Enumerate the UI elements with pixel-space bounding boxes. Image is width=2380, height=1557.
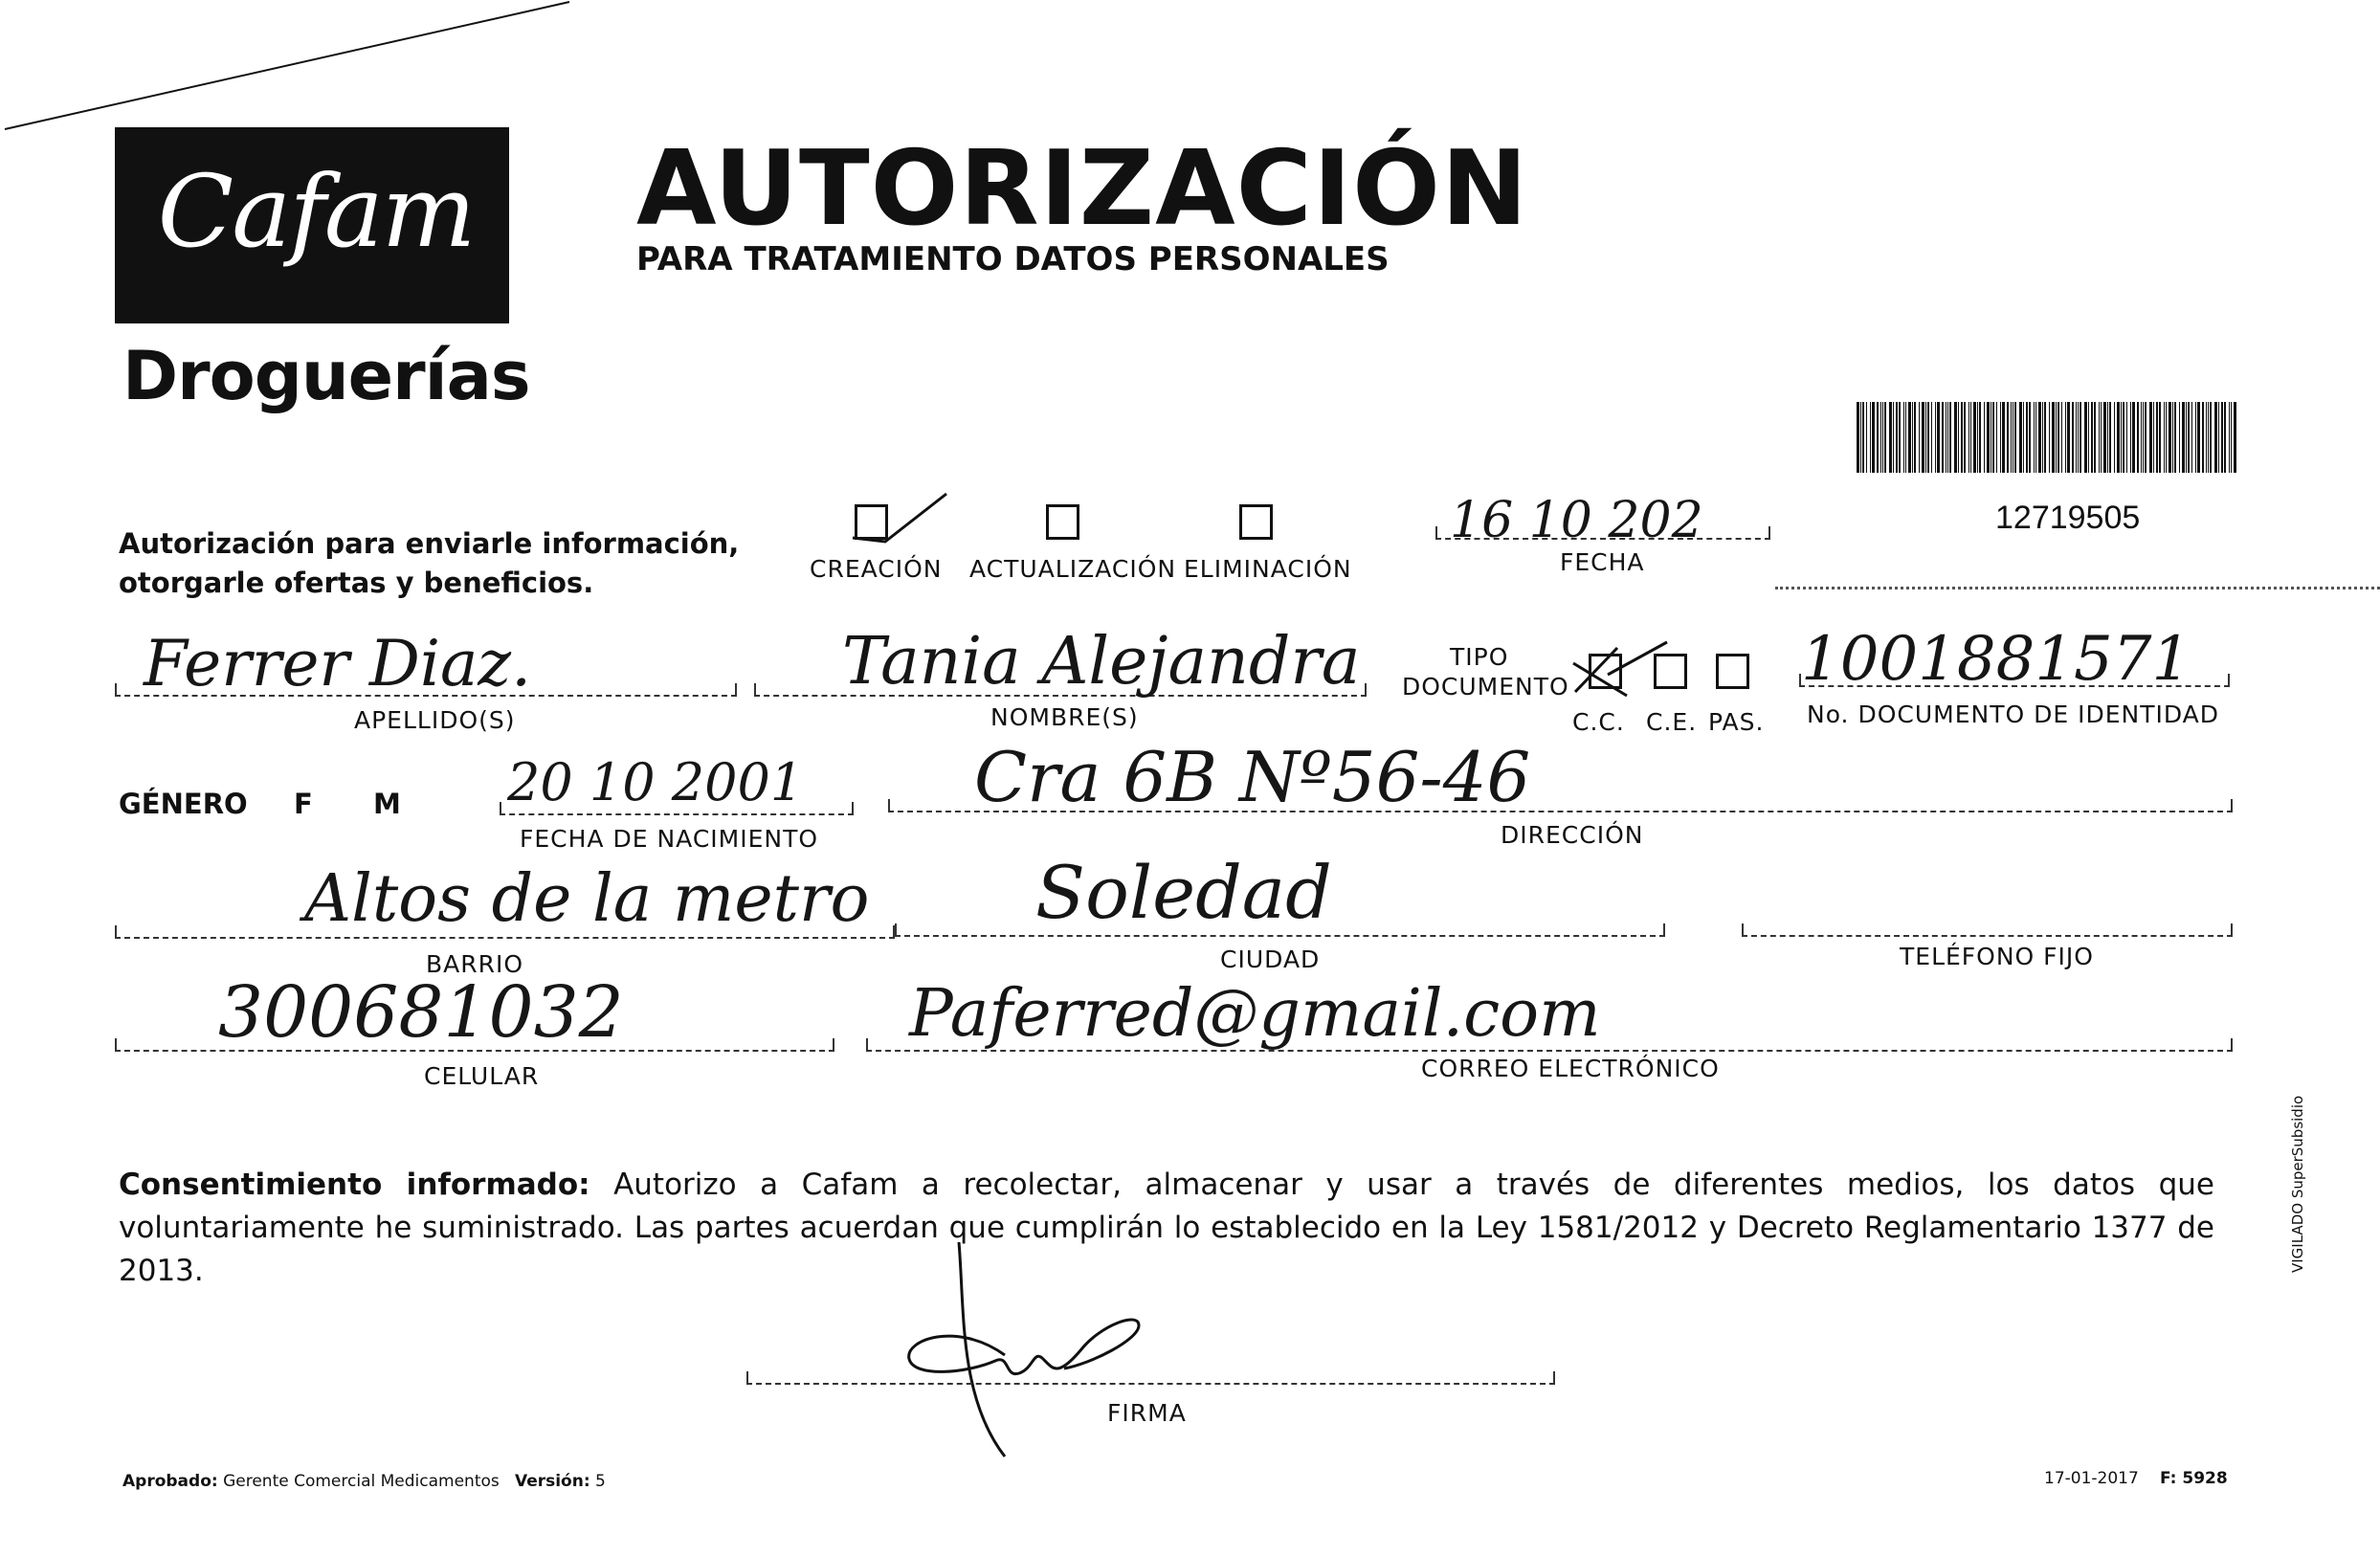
approved-value: Gerente Comercial Medicamentos: [223, 1472, 500, 1491]
footer-approved: [122, 1472, 606, 1491]
footer-date: 17-01-2017: [2044, 1469, 2139, 1488]
doc-number-label: No. DOCUMENTO DE IDENTIDAD: [1807, 701, 2220, 728]
telefono-line: [1742, 923, 2233, 937]
fecha-value[interactable]: 16 10 202: [1450, 492, 1703, 549]
apellidos-value[interactable]: Ferrer Diaz.: [144, 627, 532, 701]
eliminacion-label: ELIMINACIÓN: [1184, 555, 1352, 583]
creacion-label: CREACIÓN: [810, 555, 943, 583]
eliminacion-checkbox[interactable]: [1239, 504, 1273, 540]
approved-label: Aprobado:: [122, 1472, 218, 1491]
cafam-logo: Cafam: [157, 153, 475, 270]
footer-code: F: 5928: [2160, 1469, 2228, 1488]
barcode: [1857, 402, 2239, 473]
actualizacion-label: ACTUALIZACIÓN: [969, 555, 1177, 583]
tipo-doc-label-2: DOCUMENTO: [1402, 673, 1569, 701]
celular-label: CELULAR: [424, 1062, 540, 1090]
intro-text: [119, 524, 739, 603]
version-value: 5: [595, 1472, 606, 1491]
consent-lead: Consentimiento informado:: [119, 1168, 590, 1202]
page-title: AUTORIZACIÓN: [636, 129, 1529, 249]
firma-label: FIRMA: [1107, 1399, 1187, 1427]
page-subtitle: PARA TRATAMIENTO DATOS PERSONALES: [636, 240, 1390, 278]
genero-f-option[interactable]: F: [294, 788, 313, 820]
nacimiento-value[interactable]: 20 10 2001: [507, 752, 804, 812]
genero-label: GÉNERO: [119, 788, 248, 820]
correo-value[interactable]: Paferred@gmail.com: [909, 976, 1601, 1052]
celular-value[interactable]: 300681032: [218, 971, 624, 1054]
check-mark-icon: [847, 490, 952, 547]
apellidos-label: APELLIDO(S): [354, 706, 516, 734]
vigilado-text: VIGILADO SuperSubsidio: [2289, 1095, 2306, 1273]
barrio-value[interactable]: Altos de la metro: [304, 861, 870, 937]
divider: [1775, 587, 2380, 589]
nacimiento-label: FECHA DE NACIMIENTO: [520, 825, 819, 853]
firma-line: [746, 1371, 1555, 1385]
consent-text: Autorizo a Cafam a recolectar, almacenar y usar a través de diferentes medios, los datos que voluntariamente he suministrado. Las partes acuerdan que cumplirán lo establecido en la Ley 1581/2012 y Decreto Reglamentario 1377 de 2013.: [119, 1168, 2214, 1288]
version-label: Versión:: [514, 1472, 590, 1491]
telefono-label: TELÉFONO FIJO: [1900, 943, 2094, 970]
ce-checkbox[interactable]: [1654, 654, 1687, 689]
intro-line-2: otorgarle ofertas y beneficios.: [119, 567, 594, 599]
doc-number-value[interactable]: 1001881571: [1801, 624, 2191, 695]
nombres-label: NOMBRE(S): [990, 703, 1139, 731]
barrio-label: BARRIO: [426, 950, 524, 978]
ce-label: C.E.: [1646, 708, 1698, 736]
brand-subtitle: Droguerías: [122, 337, 530, 415]
ciudad-value[interactable]: Soledad: [1035, 850, 1332, 935]
nombres-value[interactable]: Tania Alejandra: [842, 624, 1361, 700]
correo-label: CORREO ELECTRÓNICO: [1421, 1055, 1720, 1082]
intro-line-1: Autorización para enviarle información,: [119, 527, 740, 560]
scan-line: [0, 0, 593, 134]
ciudad-label: CIUDAD: [1220, 945, 1321, 973]
pas-label: PAS.: [1708, 708, 1765, 736]
pas-checkbox[interactable]: [1716, 654, 1749, 689]
direccion-label: DIRECCIÓN: [1501, 821, 1644, 849]
signature-image: [852, 1234, 1196, 1474]
barcode-number: 12719505: [1995, 500, 2141, 536]
cc-label: C.C.: [1572, 708, 1625, 736]
fecha-label: FECHA: [1560, 548, 1645, 576]
actualizacion-checkbox[interactable]: [1046, 504, 1079, 540]
genero-m-option[interactable]: M: [373, 788, 401, 820]
direccion-value[interactable]: Cra 6B Nº56-46: [974, 737, 1531, 817]
tipo-doc-label-1: TIPO: [1450, 643, 1509, 671]
